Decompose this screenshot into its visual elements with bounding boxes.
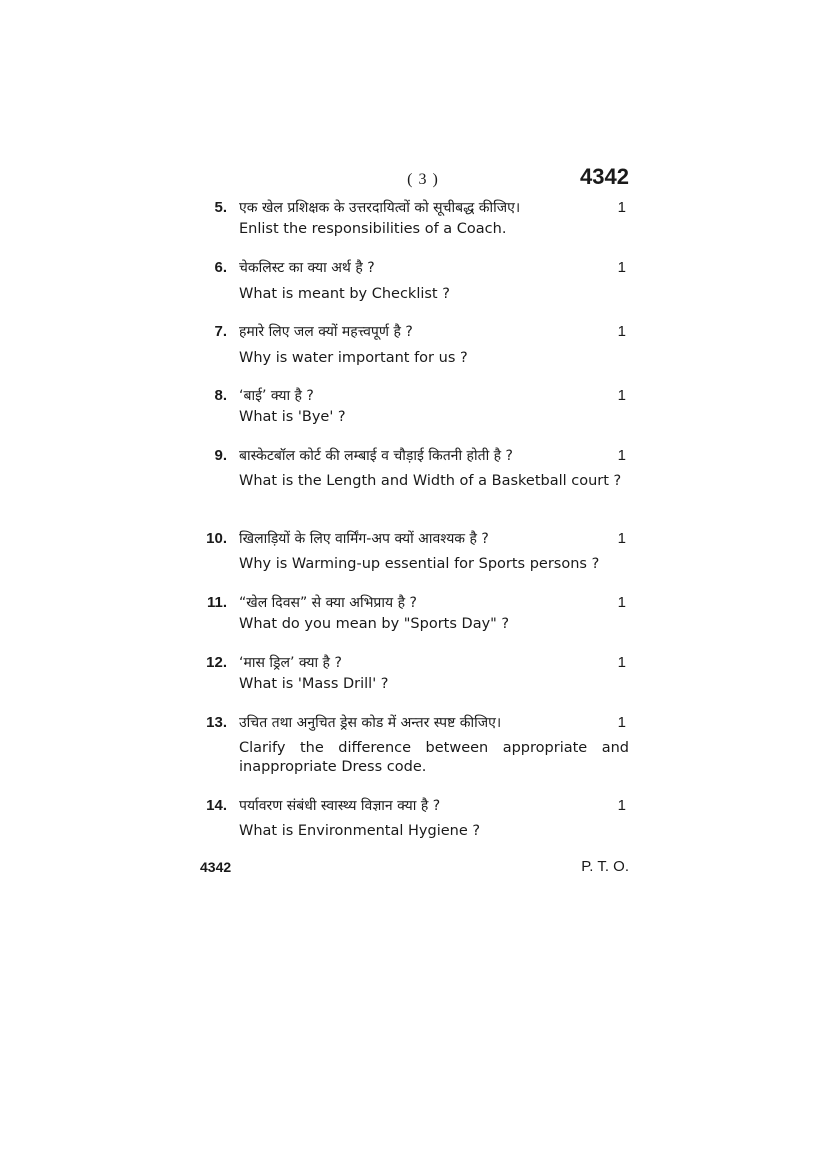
question-english: What is 'Bye' ?: [239, 409, 346, 425]
question-number: 14.: [206, 797, 227, 814]
question-hindi: उचित तथा अनुचित ड्रेस कोड में अन्तर स्पष्ट कीजिए।: [239, 715, 502, 731]
question-english: What do you mean by "Sports Day" ?: [239, 616, 510, 632]
question-english: Clarify the difference between appropriate and inappropriate Dress code.: [239, 740, 629, 775]
question-marks: 1: [617, 259, 626, 276]
question-number: 5.: [214, 199, 227, 216]
page-number: ( 3 ): [407, 171, 439, 188]
question-marks: 1: [617, 199, 626, 216]
question-number: 8.: [214, 387, 227, 404]
question-english: What is 'Mass Drill' ?: [239, 676, 389, 692]
question-marks: 1: [617, 797, 626, 814]
question-hindi: ‘मास ड्रिल’ क्या है ?: [239, 655, 342, 671]
question-english: What is the Length and Width of a Basketball court ?: [239, 473, 622, 489]
question-english: Why is water important for us ?: [239, 350, 468, 366]
question-number: 13.: [206, 714, 227, 731]
question-english: Enlist the responsibilities of a Coach.: [239, 221, 507, 237]
question-hindi: हमारे लिए जल क्यों महत्त्वपूर्ण है ?: [239, 324, 413, 340]
question-number: 7.: [214, 323, 227, 340]
question-hindi: बास्केटबॉल कोर्ट की लम्बाई व चौड़ाई कितनी होती है ?: [239, 448, 513, 464]
question-english: What is meant by Checklist ?: [239, 286, 450, 302]
question-english: Why is Warming-up essential for Sports persons ?: [239, 556, 600, 572]
question-marks: 1: [617, 447, 626, 464]
please-turn-over: P. T. O.: [581, 858, 629, 875]
question-hindi: चेकलिस्ट का क्या अर्थ है ?: [239, 260, 375, 276]
question-number: 10.: [206, 530, 227, 547]
paper-code-footer: 4342: [200, 859, 232, 875]
question-marks: 1: [617, 387, 626, 404]
question-english: What is Environmental Hygiene ?: [239, 823, 481, 839]
question-marks: 1: [617, 654, 626, 671]
question-hindi: “खेल दिवस” से क्या अभिप्राय है ?: [239, 595, 417, 611]
question-hindi: ‘बाई’ क्या है ?: [239, 388, 314, 404]
question-marks: 1: [617, 594, 626, 611]
question-hindi: एक खेल प्रशिक्षक के उत्तरदायित्वों को सूचीबद्ध कीजिए।: [239, 200, 521, 216]
question-marks: 1: [617, 714, 626, 731]
paper-code-header: 4342: [580, 164, 629, 189]
question-marks: 1: [617, 530, 626, 547]
question-marks: 1: [617, 323, 626, 340]
question-number: 9.: [214, 447, 227, 464]
question-number: 11.: [206, 594, 227, 611]
question-hindi: पर्यावरण संबंधी स्वास्थ्य विज्ञान क्या है ?: [239, 798, 441, 814]
question-hindi: खिलाड़ियों के लिए वार्मिंग-अप क्यों आवश्यक है ?: [239, 531, 489, 547]
question-number: 6.: [214, 259, 227, 276]
question-number: 12.: [206, 654, 227, 671]
